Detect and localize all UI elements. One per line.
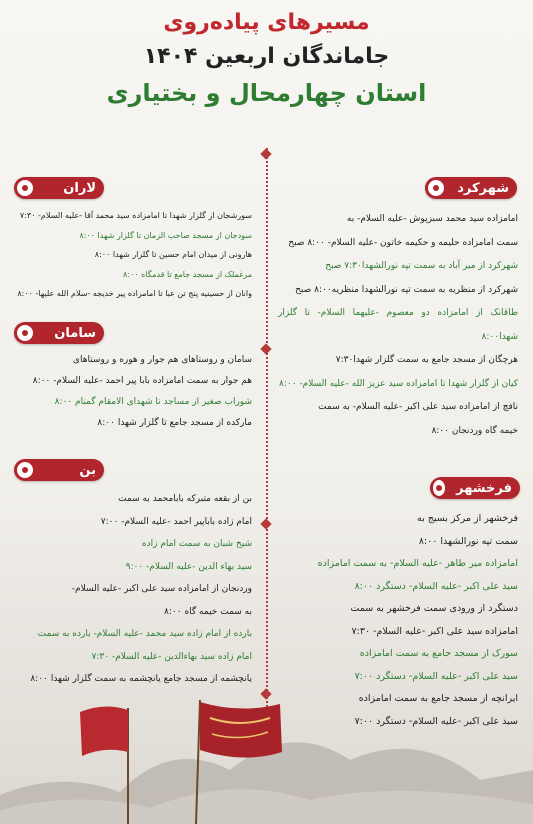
route-line: امامزاده میر طاهر -علیه السلام- به سمت امامزاده	[317, 558, 518, 569]
route-line: یانچشمه از مسجد جامع یانچشمه به سمت گلزار شهدا ۸:۰۰	[30, 674, 252, 684]
divider-diamond	[260, 688, 271, 699]
red-flag-icon	[200, 702, 282, 758]
route-line: بارده از امام زاده سید محمد -علیه السلام- بارده به سمت	[37, 629, 252, 639]
section-body-shahrekord	[278, 208, 518, 443]
location-pin-icon	[17, 180, 33, 196]
route-line: سمت امامزاده حلیمه و حکیمه خاتون -علیه السلام- ۸:۰۰ صبح	[288, 237, 518, 248]
route-line: شهرکرد از منظریه به سمت تپه نورالشهدا منظریه۸:۰۰ صبح	[295, 284, 518, 295]
route-line: سید بهاء الدین -علیه السلام- ۹:۰۰	[125, 561, 252, 572]
section-badge-laran	[14, 177, 104, 199]
route-line: شیخ شبان به سمت امام زاده	[141, 539, 252, 549]
location-pin-icon	[17, 462, 33, 478]
route-line: امامزاده سید محمد سبزپوش -علیه السلام- به	[346, 214, 518, 224]
center-divider	[266, 148, 268, 723]
poster-header	[0, 6, 533, 112]
route-line: شوراب صغیر از مساجد تا شهدای الامقام گمنام ۸:۰۰	[54, 397, 252, 407]
route-line: وانان از حسینیه پنج تن عبا تا امامزاده پیر خدیجه -سلام الله علیها- ۸:۰۰	[17, 289, 252, 298]
section-badge-farrokhshahr	[430, 477, 520, 499]
route-line: سورشجان از گلزار شهدا تا امامزاده سید محمد آقا -علیه السلام- ۷:۳۰	[19, 211, 252, 220]
title-line-1: مسیرهای پیاده‌روی	[163, 10, 370, 35]
section-body-ben	[12, 488, 252, 691]
route-line: سامان و روستاهای هم جوار و هوره و روستاهای	[72, 355, 252, 365]
route-line: هم جوار به سمت امامزاده بابا پیر احمد -علیه السلام- ۸:۰۰	[32, 376, 252, 386]
route-line: ایرانچه از مسجد جامع به سمت امامزاده	[358, 693, 518, 704]
divider-diamond	[260, 518, 271, 529]
section-badge-saman	[14, 322, 104, 344]
route-line: سمت تپه نورالشهدا ۸:۰۰	[418, 535, 518, 547]
route-line: سید علی اکبر -علیه السلام- دستگرد ۷:۰۰	[354, 670, 518, 682]
section-title-farrokhshahr: فرخشهر	[456, 480, 512, 496]
divider-diamond	[260, 148, 271, 159]
divider-diamond	[260, 343, 271, 354]
route-line: بن از بقعه متبرکه بابامحمد به سمت	[118, 494, 252, 504]
route-line: مارکده از مسجد جامع تا گلزار شهدا ۸:۰۰	[97, 418, 252, 428]
route-line: نافچ از امامزاده سید علی اکبر -علیه السلام- به سمت	[318, 402, 518, 412]
route-line: سودجان از مسجد صاحب الزمان تا گلزار شهدا ۸:۰۰	[79, 230, 252, 240]
route-line: امامزاده سید علی اکبر -علیه السلام- ۷:۳۰	[351, 625, 518, 637]
section-body-laran	[12, 206, 252, 304]
route-line: امام زاده سید بهاءالدین -علیه السلام- ۷:۳۰	[91, 651, 252, 662]
route-line: وردنجان از امامزاده سید علی اکبر -علیه السلام-	[71, 584, 252, 594]
red-flag-icon	[80, 706, 128, 756]
route-line: امام زاده باباپیر احمد -علیه السلام- ۷:۰۰	[100, 516, 252, 527]
section-title-saman: سامان	[54, 325, 96, 341]
section-body-saman	[12, 350, 252, 434]
route-line: دستگرد از ورودی سمت فرخشهر به سمت	[350, 603, 518, 614]
flags-illustration	[0, 700, 533, 824]
route-line: فرخشهر از مرکز بسیج به	[416, 513, 518, 524]
section-title-shahrekord: شهرکرد	[457, 180, 509, 196]
route-line: کیان از گلزار شهدا تا امامزاده سید عزیز الله -علیه السلام- ۸:۰۰	[279, 378, 518, 389]
route-line: طاقانک از امامزاده دو معصوم -علیهما السلام- تا گلزار شهدا۸:۰۰	[278, 308, 518, 342]
route-line: سید علی اکبر -علیه السلام- دستگرد ۷:۰۰	[354, 715, 518, 727]
section-badge-shahrekord	[425, 177, 517, 199]
location-pin-icon	[433, 480, 445, 496]
route-line: به سمت خیمه گاه ۸:۰۰	[164, 606, 252, 617]
section-title-laran: لاران	[63, 180, 96, 196]
route-line: شهرکرد از میر آباد به سمت تپه نورالشهدا۷:۳۰ صبح	[325, 261, 518, 271]
location-pin-icon	[428, 180, 444, 196]
route-line: خیمه گاه وردنجان ۸:۰۰	[431, 425, 518, 436]
route-line: هارونی از میدان امام حسین تا گلزار شهدا ۸:۰۰	[94, 250, 252, 259]
title-line-2: جاماندگان اربعین ۱۴۰۴	[143, 44, 390, 69]
route-line: سید علی اکبر -علیه السلام- دستگرد ۸:۰۰	[354, 580, 518, 592]
route-line: هرچگان از مسجد جامع به سمت گلزار شهدا۷:۳۰	[335, 355, 518, 365]
route-line: سورک از مسجد جامع به سمت امامزاده	[359, 648, 518, 659]
section-title-ben: بن	[79, 462, 96, 478]
title-line-3: استان چهارمحال و بختیاری	[106, 79, 427, 107]
route-line: مرغملک از مسجد جامع تا قدمگاه ۸:۰۰	[123, 269, 252, 279]
location-pin-icon	[17, 325, 33, 341]
section-badge-ben	[14, 459, 104, 481]
